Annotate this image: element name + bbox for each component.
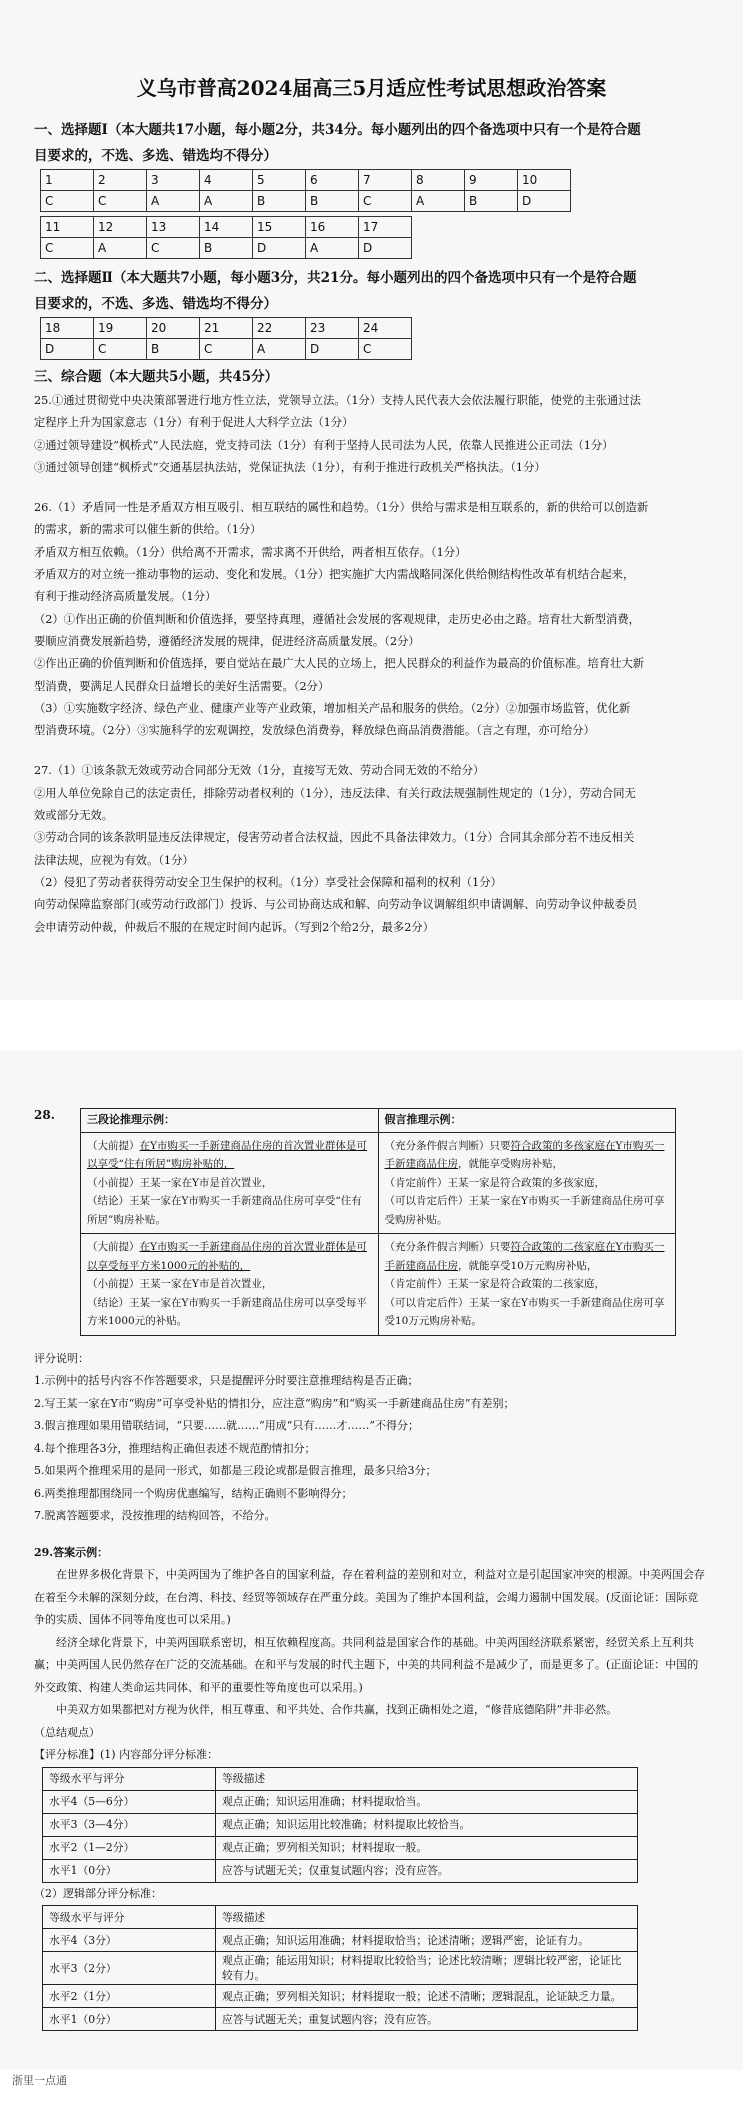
syllogism-example-2 — [81, 1234, 379, 1336]
note-item: 6.两类推理都围绕同一个购房优惠编写，结构正确则不影响得分； — [34, 1486, 353, 1500]
table-row — [41, 170, 571, 191]
standard-title: 【评分标准】(1) 内容部分评分标准： — [34, 1748, 219, 1761]
part1-answer-table — [40, 169, 571, 212]
table-row — [81, 1109, 676, 1133]
premise: 在Y市购买一手新建商品住房的首次置业群体是可以享受每平方米1000元的补贴的， — [87, 1241, 367, 1272]
page-gap — [0, 1000, 743, 1050]
answer-paragraph: 在世界多极化背景下，中美两国为了维护各自的国家利益，存在着利益的差别和对立，利益对立是引起国家冲突的根源。中美两国会存在着至今未解的深刻分歧，在台湾、科技、经贸等领域存在严重分歧。美国为了维护本国利益，会竭力遏制中国发展。(反面论证：国际竞争的实质、国体不同等角度也可以采用。) — [34, 1568, 705, 1626]
question-28 — [34, 1108, 709, 1336]
hypothetical-example-2 — [378, 1234, 676, 1336]
table-cell: C — [359, 339, 412, 360]
table-cell: 7 — [359, 170, 412, 191]
answer-line: （2）①作出正确的价值判断和价值选择，要坚持真理，遵循社会发展的客观规律，走历史必由之路。培育壮大新型消费， — [34, 612, 640, 626]
table-cell: 24 — [359, 318, 412, 339]
table-cell: B — [465, 191, 518, 212]
answer-line: 25.①通过贯彻党中央决策部署进行地方性立法，党领导立法。（1分）支持人民代表大会依法履行职能，使党的主张通过法 — [34, 394, 641, 407]
table-cell: 5 — [253, 170, 306, 191]
table-row — [43, 1929, 638, 1952]
note-item: 4.每个推理各3分，推理结构正确但表述不规范酌情扣分； — [34, 1441, 316, 1455]
answer-line: 有利于推动经济高质量发展。（1分） — [34, 590, 217, 604]
label: （充分条件假言判断）只要 — [384, 1241, 511, 1253]
table-cell: 应答与试题无关；重复试题内容；没有应答。 — [216, 2008, 638, 2031]
table-cell: 等级描述 — [216, 1906, 638, 1929]
table-cell: 等级水平与评分 — [43, 1767, 216, 1790]
table-cell: 观点正确；罗列相关知识；材料提取一般；论述不清晰；逻辑混乱，论证缺乏力量。 — [216, 1985, 638, 2008]
table-cell: 17 — [359, 217, 412, 238]
note-item: 1.示例中的括号内容不作答题要求，只是提醒评分时要注意推理结构是否正确； — [34, 1374, 419, 1387]
answer-line: 型消费，要满足人民群众日益增长的美好生活需要。（2分） — [34, 679, 330, 693]
question-25 — [34, 390, 709, 479]
answer-line: ③通过领导创建“枫桥式”交通基层执法站，党保证执法（1分），有利于推进行政机关严格执法。（1分） — [34, 460, 546, 474]
minor-premise: （小前提）王某一家在Y市是首次置业， — [87, 1176, 273, 1189]
table-cell: 水平4（5—6分） — [43, 1790, 216, 1813]
table-cell: A — [306, 238, 359, 259]
table-cell: 观点正确；能运用知识；材料提取比较恰当；论述比较清晰；逻辑比较严密，论证比较有力。 — [216, 1952, 638, 1985]
logic-scoring-table — [42, 1905, 638, 2031]
answer-line: 会申请劳动仲裁，仲裁后不服的在规定时间内起诉。（写到2个给2分，最多2分） — [34, 920, 435, 934]
table-cell: 观点正确；罗列相关知识；材料提取一般。 — [216, 1836, 638, 1859]
table-cell: A — [200, 191, 253, 212]
table-cell: B — [253, 191, 306, 212]
table-cell: 等级描述 — [216, 1767, 638, 1790]
table-cell: A — [147, 191, 200, 212]
affirm-consequent: （可以肯定后件）王某一家在Y市购买一手新建商品住房可享受购房补贴。 — [384, 1195, 665, 1226]
hypothetical-header: 假言推理示例： — [378, 1109, 676, 1133]
table-cell: A — [253, 339, 306, 360]
question-29 — [34, 1542, 709, 2032]
part1-heading-cont: 目要求的，不选、多选、错选均不得分） — [34, 148, 277, 164]
table-cell: 4 — [200, 170, 253, 191]
answer-line: 效或部分无效。 — [34, 809, 114, 823]
affirm-consequent: （可以肯定后件）王某一家在Y市购买一手新建商品住房可享受10万元购房补贴。 — [384, 1296, 665, 1327]
table-cell: 10 — [518, 170, 571, 191]
note-item: 3.假言推理如果用错联结词，“只要……就……”用成“只有……才……”不得分； — [34, 1419, 419, 1432]
table-cell: B — [306, 191, 359, 212]
condition: 符合政策的二孩家庭在Y市购买一手新建商品住房 — [384, 1241, 665, 1272]
table-cell: C — [147, 238, 200, 259]
condition: 符合政策的多孩家庭在Y市购买一手新建商品住房 — [384, 1139, 665, 1170]
label: （大前提） — [87, 1139, 140, 1152]
answer-line: （2）侵犯了劳动者获得劳动安全卫生保护的权利。（1分）享受社会保障和福利的权利（1分） — [34, 875, 502, 889]
table-cell: 3 — [147, 170, 200, 191]
answer-line: 向劳动保障监察部门(或劳动行政部门）投诉、与公司协商达成和解、向劳动争议调解组织申请调解、向劳动争议仲裁委员 — [34, 898, 638, 912]
table-cell: 水平2（1—2分） — [43, 1836, 216, 1859]
part1-heading: 一、选择题Ⅰ（本大题共17小题，每小题2分，共34分。每小题列出的四个备选项中只有一个是符合题 — [34, 122, 641, 138]
conclusion: （结论）王某一家在Y市购买一手新建商品住房可享受“住有所居”购房补贴。 — [87, 1195, 362, 1226]
table-cell: 14 — [200, 217, 253, 238]
question-number: 28. — [34, 1108, 55, 1122]
table-row — [41, 318, 412, 339]
table-row — [41, 238, 412, 259]
table-cell: 11 — [41, 217, 94, 238]
answer-page-1 — [0, 0, 743, 1000]
table-row — [81, 1132, 676, 1234]
table-cell: 18 — [41, 318, 94, 339]
part2-answer-table — [40, 317, 412, 360]
question-27 — [34, 760, 709, 938]
table-cell: 水平1（0分） — [43, 2008, 216, 2031]
table-cell: 应答与试题无关；仅重复试题内容；没有应答。 — [216, 1859, 638, 1882]
table-cell: C — [41, 238, 94, 259]
label: （大前提） — [87, 1241, 140, 1253]
table-cell: C — [94, 191, 147, 212]
scoring-notes — [34, 1348, 709, 1528]
reasoning-examples-table — [80, 1108, 676, 1336]
label: （充分条件假言判断）只要 — [384, 1139, 511, 1152]
table-cell: B — [200, 238, 253, 259]
table-cell: 22 — [253, 318, 306, 339]
table-cell: 16 — [306, 217, 359, 238]
part2-heading: 二、选择题Ⅱ（本大题共7小题，每小题3分，共21分。每小题列出的四个备选项中只有一个是符合题 — [34, 270, 637, 286]
answer-line: 26.（1）矛盾同一性是矛盾双方相互吸引、相互联结的属性和趋势。（1分）供给与需求是相互联系的，新的供给可以创造新 — [34, 501, 649, 515]
part2-heading-cont: 目要求的，不选、多选、错选均不得分） — [34, 296, 277, 312]
consequence: ，就能享受购房补贴， — [458, 1158, 563, 1170]
table-row — [43, 1813, 638, 1836]
answer-page-2 — [0, 1050, 743, 2070]
table-cell: D — [41, 339, 94, 360]
conclusion-label: （总结观点） — [34, 1725, 100, 1739]
table-row — [41, 339, 412, 360]
table-cell: 9 — [465, 170, 518, 191]
table-cell: 21 — [200, 318, 253, 339]
answer-paragraph: 经济全球化背景下，中美两国联系密切，相互依赖程度高。共同利益是国家合作的基础。中美两国经济联系紧密，经贸关系上互利共赢；中美两国人民仍然存在广泛的交流基础。在和平与发展的时代主题下，中美的共同利益不是减少了，而是更多了。(正面论证：中国的外交政策、构建人类命运共同体、和平的重要性等角度也可以采用。) — [34, 1635, 699, 1694]
table-cell: 水平1（0分） — [43, 1859, 216, 1882]
table-cell: 1 — [41, 170, 94, 191]
table-row — [43, 1906, 638, 1929]
logic-title: （2）逻辑部分评分标准： — [34, 1886, 162, 1900]
table-row — [41, 191, 571, 212]
conclusion: （结论）王某一家在Y市购买一手新建商品住房可以享受每平方米1000元的补贴。 — [87, 1296, 367, 1327]
table-cell: 13 — [147, 217, 200, 238]
table-row — [43, 1985, 638, 2008]
table-cell: 6 — [306, 170, 359, 191]
table-cell: C — [41, 191, 94, 212]
note-item: 5.如果两个推理采用的是同一形式，如都是三段论或都是假言推理，最多只给3分； — [34, 1464, 437, 1477]
answer-line: 定程序上升为国家意志（1分）有利于促进人大科学立法（1分） — [34, 416, 354, 430]
table-cell: 23 — [306, 318, 359, 339]
table-cell: C — [359, 191, 412, 212]
table-row — [43, 1952, 638, 1985]
note-item: 7.脱离答题要求，没按推理的结构回答，不给分。 — [34, 1509, 276, 1522]
table-cell: 12 — [94, 217, 147, 238]
table-row — [41, 217, 412, 238]
table-cell: B — [147, 339, 200, 360]
answer-line: 矛盾双方的对立统一推动事物的运动、变化和发展。（1分）把实施扩大内需战略同深化供给侧结构性改革有机结合起来， — [34, 568, 635, 582]
answer-line: 矛盾双方相互依赖。（1分）供给离不开需求，需求离不开供给，两者相互依存。（1分） — [34, 545, 467, 559]
content-scoring-table — [42, 1767, 638, 1883]
hypothetical-example-1 — [378, 1132, 676, 1234]
table-row — [43, 1836, 638, 1859]
part3-heading: 三、综合题（本大题共5小题，共45分） — [34, 369, 279, 385]
table-cell: 水平4（3分） — [43, 1929, 216, 1952]
note-item: 2.写王某一家在Y市“购房”可享受补贴的情扣分，应注意“购房”和“购买一手新建商品住房”有差别； — [34, 1396, 515, 1410]
answer-line: 要顺应消费发展新趋势，遵循经济发展的规律，促进经济高质量发展。（2分） — [34, 634, 420, 648]
table-cell: A — [412, 191, 465, 212]
answer-line: 的需求，新的需求可以催生新的供给。（1分） — [34, 523, 262, 537]
question-26 — [34, 497, 709, 742]
q29-title: 29.答案示例： — [34, 1545, 109, 1559]
table-cell: A — [94, 238, 147, 259]
watermark-footer: 浙里一点通 — [12, 2074, 67, 2087]
answer-line: （3）①实施数字经济、绿色产业、健康产业等产业政策，增加相关产品和服务的供给。（2分）②加强市场监管，优化新 — [34, 701, 631, 715]
table-row — [43, 1790, 638, 1813]
table-row — [43, 2008, 638, 2031]
minor-premise: （小前提）王某一家在Y市是首次置业， — [87, 1278, 273, 1290]
table-row — [43, 1767, 638, 1790]
table-cell: 水平3（2分） — [43, 1952, 216, 1985]
table-cell: 水平2（1分） — [43, 1985, 216, 2008]
table-row — [43, 1859, 638, 1882]
page-title: 义乌市普高2024届高三5月适应性考试思想政治答案 — [136, 76, 607, 100]
part1-answer-table-2 — [40, 216, 412, 259]
affirm-antecedent: （肯定前件）王某一家是符合政策的二孩家庭， — [384, 1278, 605, 1290]
syllogism-example-1 — [81, 1132, 379, 1234]
table-cell: 水平3（3—4分） — [43, 1813, 216, 1836]
answer-line: 法律法规，应视为有效。（1分） — [34, 853, 194, 867]
table-cell: 等级水平与评分 — [43, 1906, 216, 1929]
answer-line: 型消费环境。（2分）③实施科学的宏观调控，发放绿色消费券，释放绿色商品消费潜能。（言之有理，亦可给分） — [34, 724, 595, 738]
table-cell: C — [200, 339, 253, 360]
table-row — [81, 1234, 676, 1336]
table-cell: D — [306, 339, 359, 360]
consequence: ，就能享受10万元购房补贴， — [458, 1259, 598, 1272]
table-cell: 8 — [412, 170, 465, 191]
answer-line: ②作出正确的价值判断和价值选择，要自觉站在最广大人民的立场上，把人民群众的利益作为最高的价值标准。培育壮大新 — [34, 657, 645, 671]
affirm-antecedent: （肯定前件）王某一家是符合政策的多孩家庭， — [384, 1176, 605, 1189]
table-cell: 观点正确；知识运用准确；材料提取恰当。 — [216, 1790, 638, 1813]
table-cell: 观点正确；知识运用比较准确；材料提取比较恰当。 — [216, 1813, 638, 1836]
answer-paragraph: 中美双方如果都把对方视为伙伴，相互尊重、和平共处、合作共赢，找到正确相处之道，“修昔底德陷阱”并非必然。 — [56, 1703, 618, 1716]
answer-line: ②用人单位免除自己的法定责任，排除劳动者权利的（1分），违反法律、有关行政法规强制性规定的（1分），劳动合同无 — [34, 786, 636, 800]
table-cell: 20 — [147, 318, 200, 339]
syllogism-header: 三段论推理示例： — [81, 1109, 379, 1133]
notes-title: 评分说明： — [34, 1351, 89, 1365]
premise: 在Y市购买一手新建商品住房的首次置业群体是可以享受“住有所居”购房补贴的， — [87, 1139, 367, 1170]
table-cell: 19 — [94, 318, 147, 339]
table-cell: 2 — [94, 170, 147, 191]
table-cell: 15 — [253, 217, 306, 238]
answer-line: 27.（1）①该条款无效或劳动合同部分无效（1分，直接写无效、劳动合同无效的不给分） — [34, 764, 485, 778]
table-cell: C — [94, 339, 147, 360]
answer-line: ③劳动合同的该条款明显违反法律规定，侵害劳动者合法权益，因此不具备法律效力。（1分）合同其余部分若不违反相关 — [34, 831, 635, 845]
table-cell: D — [359, 238, 412, 259]
answer-line: ②通过领导建设“枫桥式”人民法庭，党支持司法（1分）有利于坚持人民司法为人民，依靠人民推进公正司法（1分） — [34, 438, 614, 452]
table-cell: D — [518, 191, 571, 212]
table-cell: D — [253, 238, 306, 259]
table-cell: 观点正确；知识运用准确；材料提取恰当；论述清晰；逻辑严密，论证有力。 — [216, 1929, 638, 1952]
